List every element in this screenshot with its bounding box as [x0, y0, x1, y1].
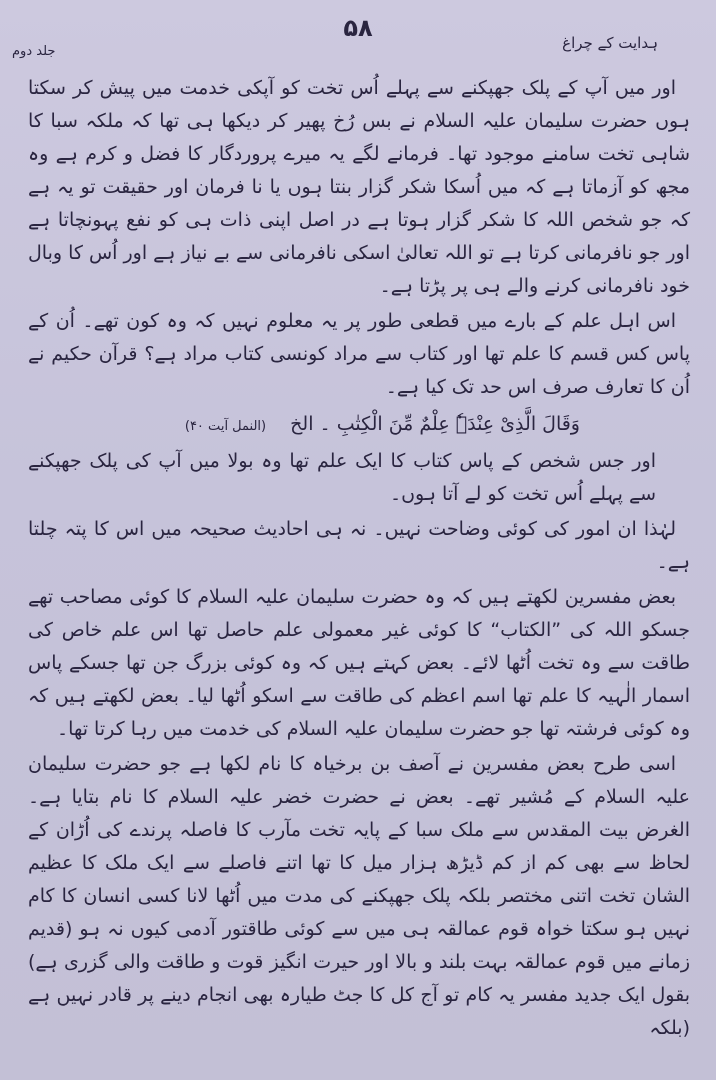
- paragraph-4: بعض مفسرین لکھتے ہیں کہ وہ حضرت سلیمان علیہ السلام کا کوئی مصاحب تھے جسکو اللہ کی ”الکتاب“ کا کوئی غیر معمولی علم حاصل تھا اس علم خاص کی طاقت سے وہ تخت اُٹھا لائے۔ بعض کہتے ہیں کہ وہ کوئی بزرگ جن تھا جسکے پاس اسمار الٰہیہ کا علم تھا اسم اعظم کی طاقت سے اسکو اُٹھا لیا۔ بعض لکھتے ہیں کہ وہ کوئی فرشتہ تھا جو حضرت سلیمان علیہ السلام کی خدمت میں رہا کرتا تھا۔: [28, 586, 690, 740]
- quran-quote-arabic: وَقَالَ الَّذِیْ عِنْدَہٗ عِلْمٌ مِّنَ الْکِتٰبِ ۔ الخ: [290, 413, 580, 435]
- body-text: [28, 72, 690, 1047]
- volume-label: جلد دوم: [12, 44, 56, 59]
- running-title: ہدایت کے چراغ: [562, 34, 658, 52]
- paragraph-5: اسی طرح بعض مفسرین نے آصف بن برخیاہ کا نام لکھا ہے جو حضرت سلیمان علیہ السلام کے مُشیر تھے۔ بعض نے حضرت خضر علیہ السلام کا نام بتایا ہے۔ الغرض بیت المقدس سے ملک سبا کے پایہ تخت مآرب کا فاصلہ پرندے کی اُڑان کے لحاظ سے بھی کم از کم ڈیڑھ ہزار میل کا تھا اتنے فاصلے سے ایک ملک کا عظیم الشان تخت اتنی مختصر بلکہ پلک جھپکنے کی مدت میں اُٹھا لانا کسی انسان کا کام نہیں ہو سکتا خواہ قوم عمالقہ ہی میں سے کوئی طاقتور آدمی کیوں نہ ہو (قدیم زمانے میں قوم عمالقہ بہت بلند و بالا اور حیرت انگیز قوت و طاقت والی گزری ہے) بقول ایک جدید مفسر یہ کام تو آج کل کا جٹ طیارہ بھی انجام دینے پر قادر نہیں ہے (بلکہ: [28, 753, 690, 1039]
- page-header: [0, 14, 716, 59]
- quran-quote-reference: (النمل آیت ۴۰): [184, 419, 267, 434]
- quote-translation: اور جس شخص کے پاس کتاب کا ایک علم تھا وہ بولا میں آپ کی پلک جھپکنے سے پہلے اُس تخت کو لے آتا ہوں۔: [28, 450, 656, 505]
- page-number: ۵۸: [343, 14, 373, 42]
- paragraph-3: لہٰذا ان امور کی کوئی وضاحت نہیں۔ نہ ہی احادیث صحیحہ میں اس کا پتہ چلتا ہے۔: [28, 518, 690, 573]
- paragraph-2: اس اہل علم کے بارے میں قطعی طور پر یہ معلوم نہیں کہ وہ کون تھے۔ اُن کے پاس کس قسم کا علم تھا اور کتاب سے مراد کونسی کتاب مراد ہے؟ قرآن حکیم نے اُن کا تعارف صرف اس حد تک کیا ہے۔: [28, 310, 690, 398]
- quran-quote: [28, 408, 690, 443]
- paragraph-1: اور میں آپ کے پلک جھپکنے سے پہلے اُس تخت کو آپکی خدمت میں پیش کر سکتا ہوں حضرت سلیمان علیہ السلام نے بس رُخ پھیر کر دیکھا ہی تھا کہ ملکہ سبا کا شاہی تخت سامنے موجود تھا۔ فرمانے لگے یہ میرے پروردگار کا فضل و کرم ہے وہ مجھ کو آزماتا ہے کہ میں اُسکا شکر گزار بنتا ہوں یا نا فرمان اور حقیقت تو یہ ہے کہ جو شخص اللہ کا شکر گزار ہوتا ہے در اصل اپنی ذات ہی کو نفع پہونچاتا ہے اور جو نافرمانی کرتا ہے تو اللہ تعالیٰ اسکی نافرمانی سے بے نیاز ہے اور اُس کا وبال خود نافرمانی کرنے والے ہی پر پڑتا ہے۔: [28, 77, 690, 297]
